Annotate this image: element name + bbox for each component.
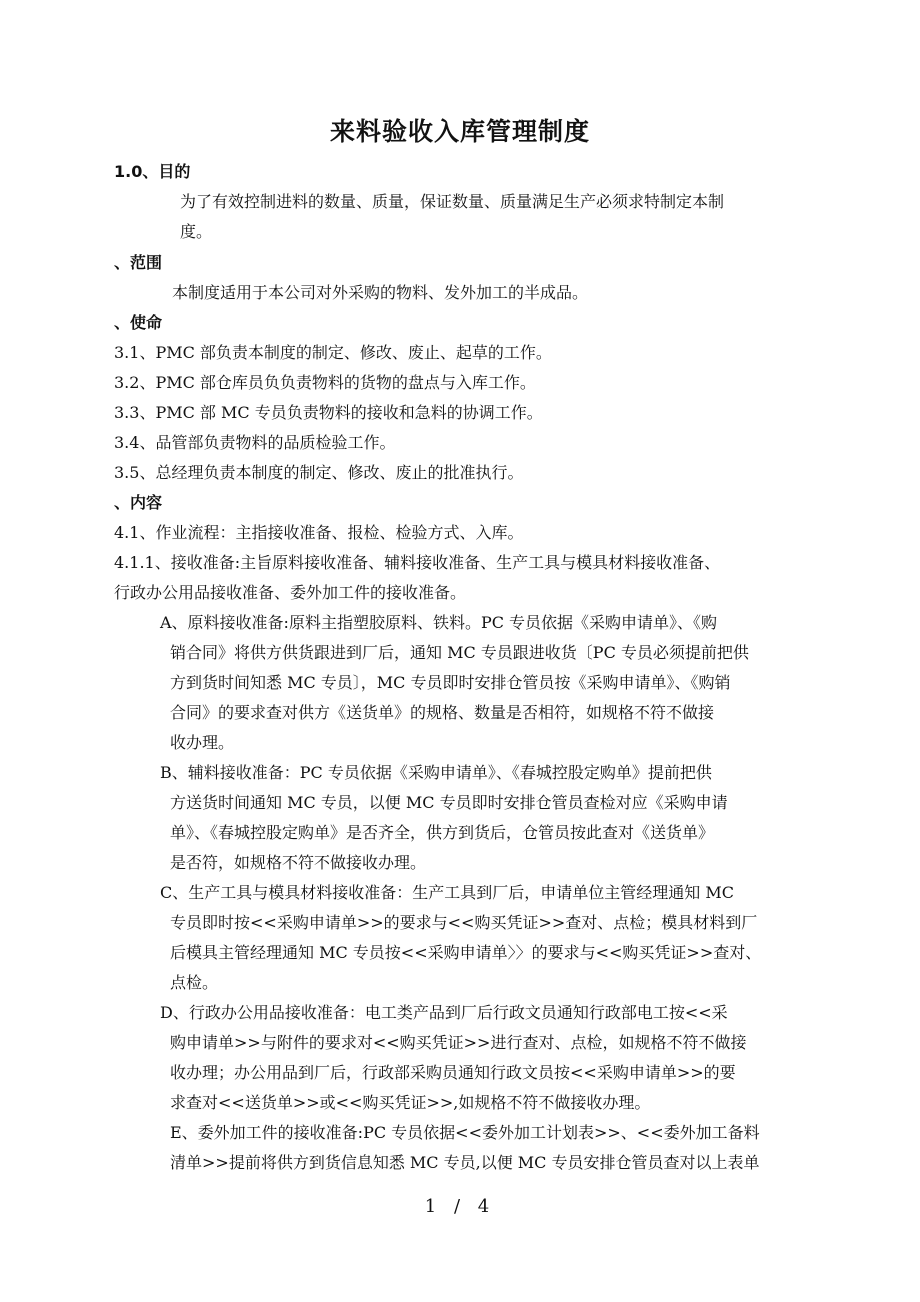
item-b-line: B、辅料接收准备：PC 专员依据《采购申请单》、《春城控股定购单》提前把供	[160, 763, 712, 782]
item-e-line: 清单>>提前将供方到货信息知悉 MC 专员,以便 MC 专员安排仓管员查对以上表单	[170, 1153, 760, 1172]
item-a-line: 收办理。	[170, 733, 235, 752]
item-a-line: 合同》的要求查对供方《送货单》的规格、数量是否相符，如规格不符不做接	[170, 703, 715, 722]
section-2-body: 本制度适用于本公司对外采购的物料、发外加工的半成品。	[172, 283, 589, 302]
item-a-line: 方到货时间知悉 MC 专员〕，MC 专员即时安排仓管员按《采购申请单》、《购销	[170, 673, 731, 692]
item-a-line: A、原料接收准备:原料主指塑胶原料、铁料。PC 专员依据《采购申请单》、《购	[160, 613, 718, 632]
section-1-heading: 1.0、目的	[114, 162, 191, 181]
item-b-line: 是否符，如规格不符不做接收办理。	[170, 853, 427, 872]
section-4-heading: 、内容	[114, 493, 163, 512]
item-e-line: E、委外加工件的接收准备:PC 专员依据<<委外加工计划表>>、<<委外加工备料	[170, 1123, 760, 1142]
item-b-line: 方送货时间通知 MC 专员，以便 MC 专员即时安排仓管员查检对应《采购申请	[170, 793, 728, 812]
item-d-line: 求查对<<送货单>>或<<购买凭证>>,如规格不符不做接收办理。	[170, 1093, 651, 1112]
item-c-line: 点检。	[170, 973, 219, 992]
section-3-item: 3.2、PMC 部仓库员负负责物料的货物的盘点与入库工作。	[114, 373, 536, 392]
section-2-heading: 、范围	[114, 253, 163, 272]
section-3-item: 3.3、PMC 部 MC 专员负责物料的接收和急料的协调工作。	[114, 403, 543, 422]
item-d-line: 购申请单>>与附件的要求对<<购买凭证>>进行查对、点检，如规格不符不做接	[170, 1033, 747, 1052]
item-a-line: 销合同》将供方供货跟进到厂后，通知 MC 专员跟进收货〔PC 专员必须提前把供	[170, 643, 749, 662]
document-title: 来料验收入库管理制度	[329, 117, 590, 146]
section-1-body-line: 为了有效控制进料的数量、质量，保证数量、质量满足生产必须求特制定本制	[180, 192, 725, 211]
section-4-line: 4.1、作业流程：主指接收准备、报检、检验方式、入库。	[114, 523, 524, 542]
section-1-body-line: 度。	[180, 222, 213, 241]
section-3-item: 3.5、总经理负责本制度的制定、修改、废止的批准执行。	[114, 463, 524, 482]
item-c-line: C、生产工具与模具材料接收准备：生产工具到厂后，申请单位主管经理通知 MC	[160, 883, 734, 902]
section-4-line: 4.1.1、接收准备:主旨原料接收准备、辅料接收准备、生产工具与模具材料接收准备、	[114, 553, 721, 572]
page-number: 1 / 4	[424, 1196, 496, 1217]
item-c-line: 后模具主管经理通知 MC 专员按<<采购申请单〉〉的要求与<<购买凭证>>查对、	[170, 943, 762, 962]
item-c-line: 专员即时按<<采购申请单>>的要求与<<购买凭证>>查对、点检；模具材料到厂	[170, 913, 758, 932]
section-4-line: 行政办公用品接收准备、委外加工件的接收准备。	[114, 583, 467, 602]
section-3-heading: 、使命	[114, 313, 163, 332]
item-b-line: 单》、《春城控股定购单》是否齐全，供方到货后，仓管员按此查对《送货单》	[170, 823, 715, 842]
section-3-item: 3.1、PMC 部负责本制度的制定、修改、废止、起草的工作。	[114, 343, 552, 362]
section-3-item: 3.4、品管部负责物料的品质检验工作。	[114, 433, 396, 452]
item-d-line: D、行政办公用品接收准备：电工类产品到厂后行政文员通知行政部电工按<<采	[160, 1003, 728, 1022]
item-d-line: 收办理；办公用品到厂后，行政部采购员通知行政文员按<<采购申请单>>的要	[170, 1063, 736, 1082]
